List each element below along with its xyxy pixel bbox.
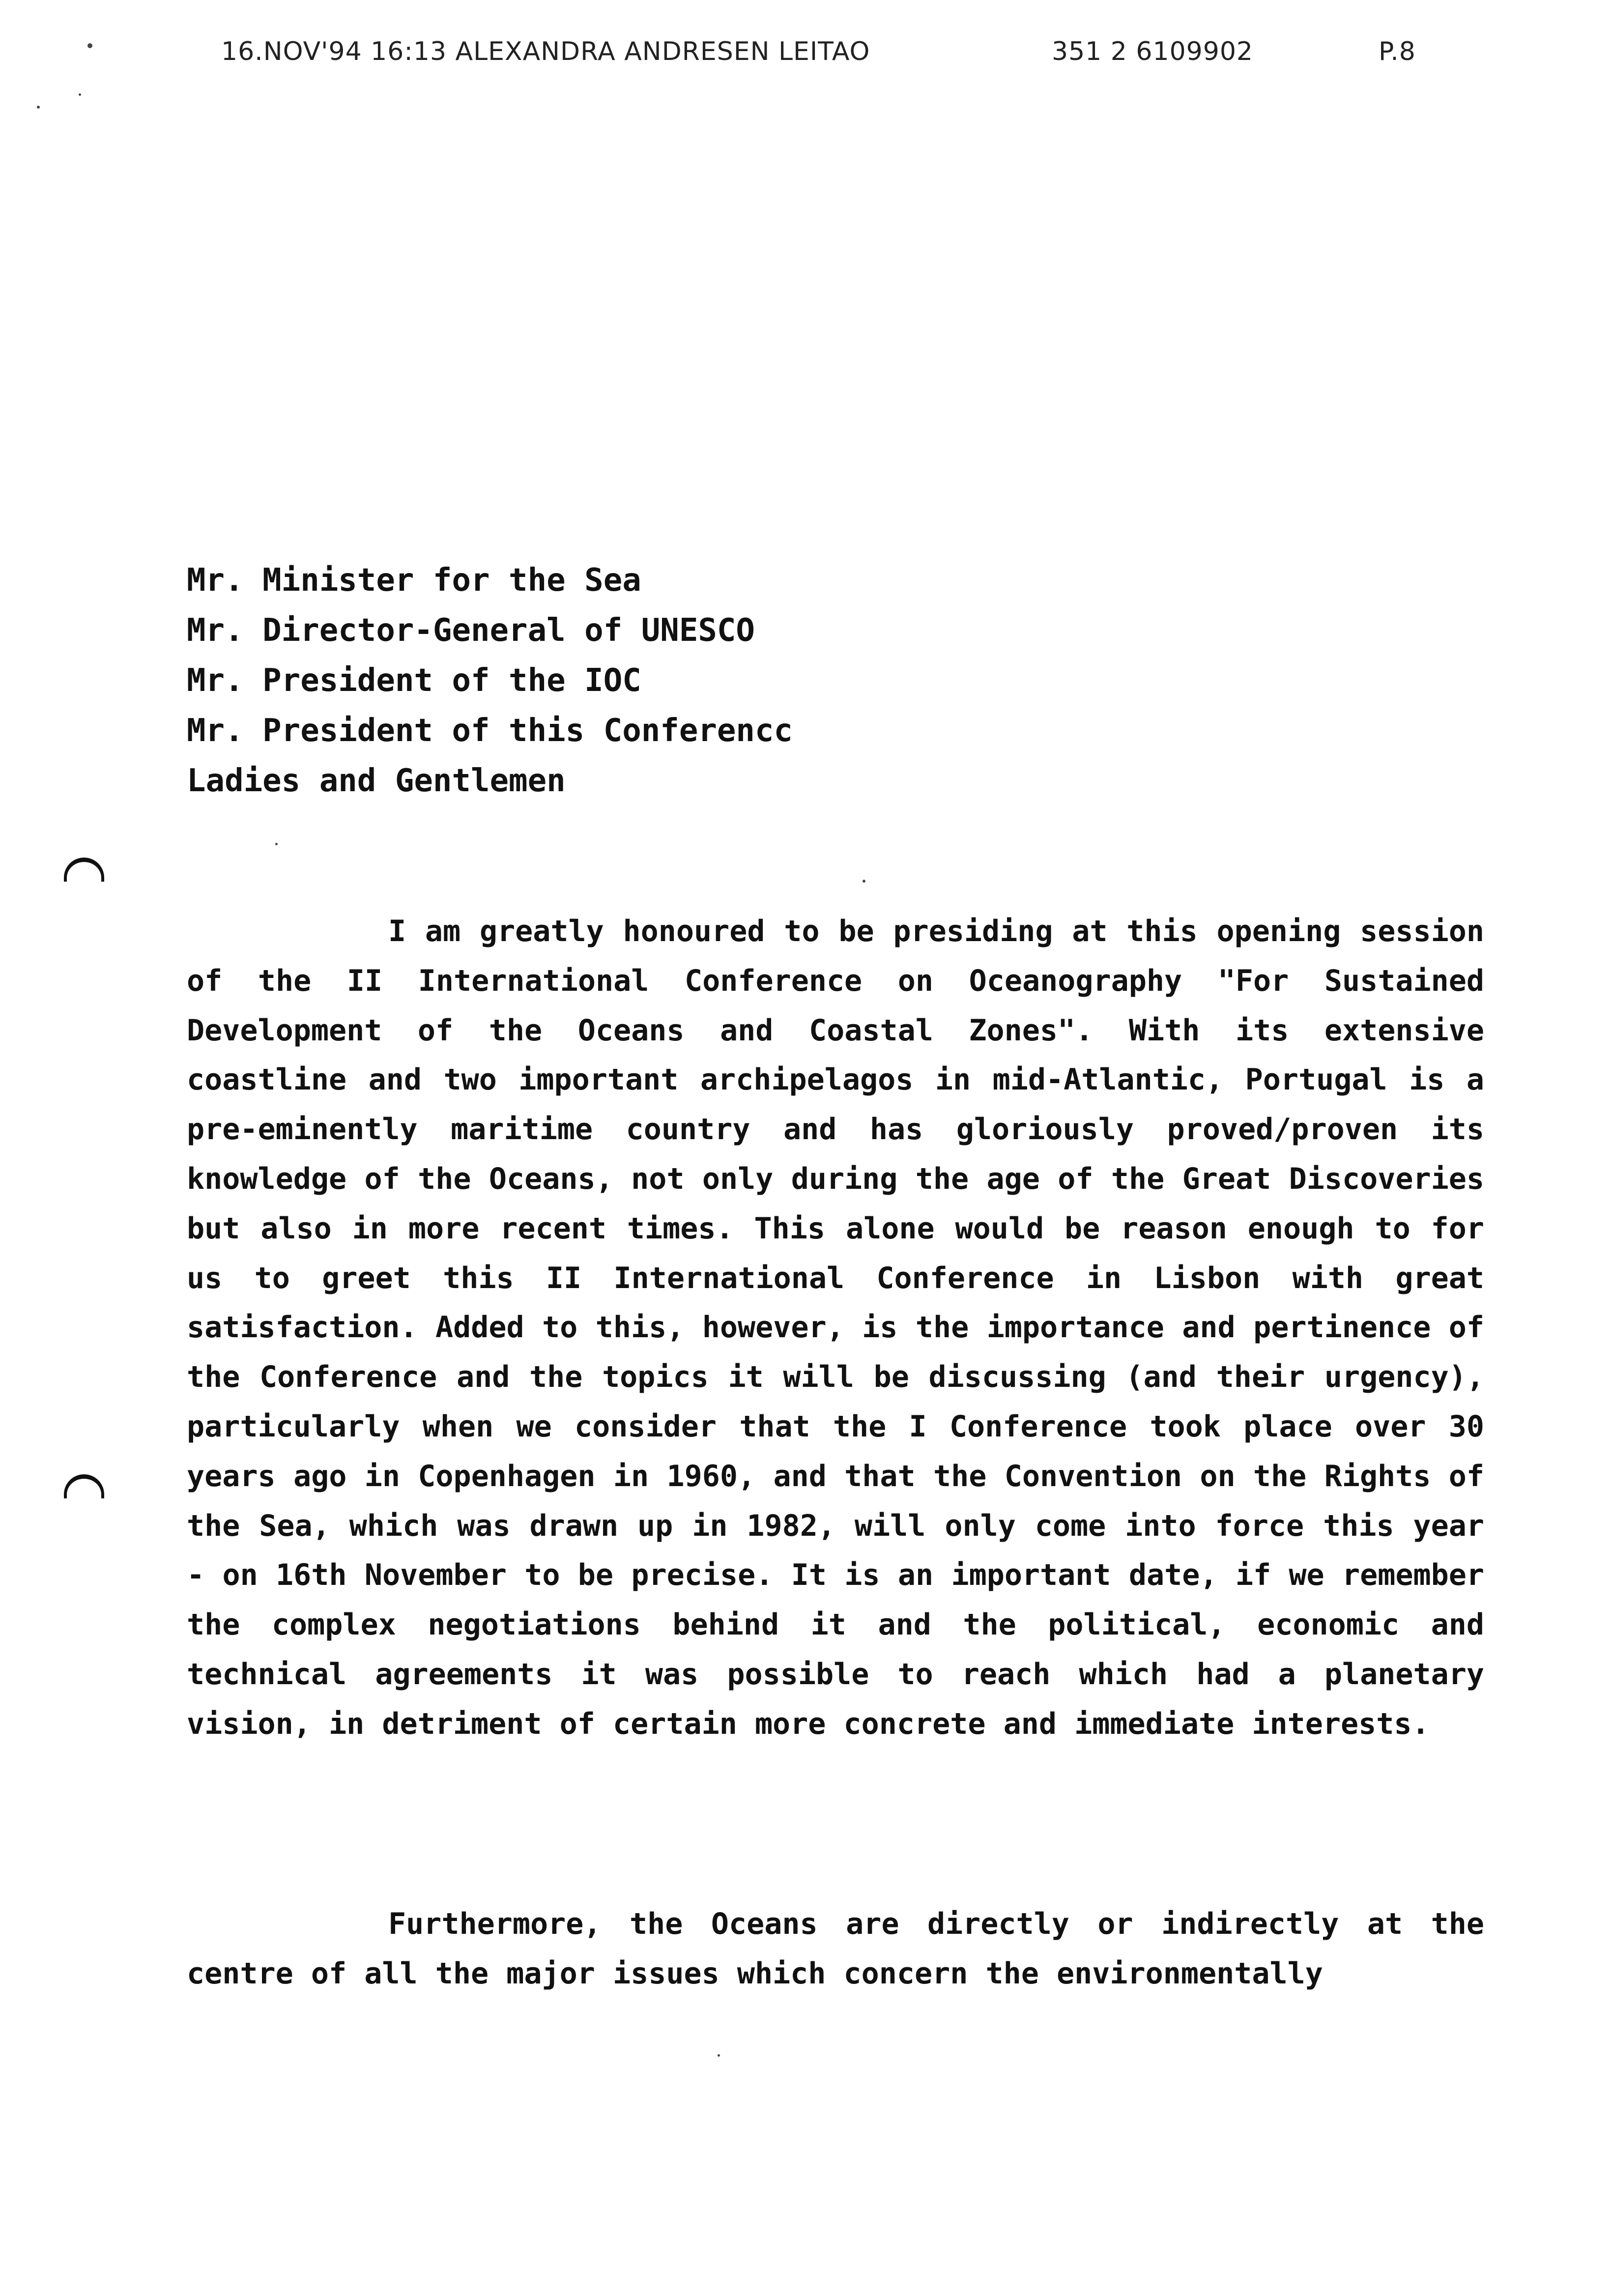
fax-sender-line: 16.NOV'94 16:13 ALEXANDRA ANDRESEN LEITAO	[221, 37, 870, 66]
salutation-line: Mr. Minister for the Sea	[187, 562, 641, 599]
scan-speck	[37, 106, 40, 109]
salutation-line: Mr. Director-General of UNESCO	[187, 612, 755, 649]
fax-header	[0, 37, 1612, 76]
punch-hole-mark	[64, 858, 104, 882]
fax-phone-number: 351 2 6109902	[1052, 37, 1253, 66]
scan-speck	[718, 2054, 720, 2057]
salutation-line: Mr. President of this Conferencc	[187, 713, 793, 749]
body-paragraph-2	[187, 1899, 1484, 1999]
paragraph-text: I am greatly honoured to be presiding at this opening session of the II International Conference on Oceanography "For Sustained Development of the Oceans and Coastal Zones". With its extensive coastline and two important archipelagos in mid-Atlantic, Portugal is a pre-eminently maritime country and has gloriously proved/proven its knowledge of the Oceans, not only during the age of the Great Discoveries but also in more recent times. This alone would be reason enough to for us to greet this II International Conference in Lisbon with great satisfaction. Added to this, however, is the importance and pertinence of the Conference and the topics it will be discussing (and their urgency), particularly when we consider that the I Conference took place over 30 years ago in Copenhagen in 1960, and that the Convention on the Rights of the Sea, which was drawn up in 1982, will only come into force this year - on 16th November to be precise. It is an important date, if we remember the complex negotiations behind it and the political, economic and technical agreements it was possible to reach which had a planetary vision, in detriment of certain more concrete and immediate interests.	[187, 914, 1484, 1741]
fax-page-number: P.8	[1379, 37, 1416, 66]
salutation-line: Ladies and Gentlemen	[187, 763, 566, 799]
scan-speck	[275, 843, 278, 845]
salutation-line: Mr. President of the IOC	[187, 662, 641, 699]
paragraph-text: Furthermore, the Oceans are directly or indirectly at the centre of all the major issues which concern the environmentally	[187, 1907, 1484, 1991]
scan-speck	[863, 880, 865, 883]
scan-speck	[87, 43, 92, 48]
punch-hole-mark	[64, 1474, 104, 1498]
scan-speck	[79, 93, 81, 96]
salutation-block	[187, 555, 1514, 806]
body-paragraph-1	[187, 907, 1484, 1749]
